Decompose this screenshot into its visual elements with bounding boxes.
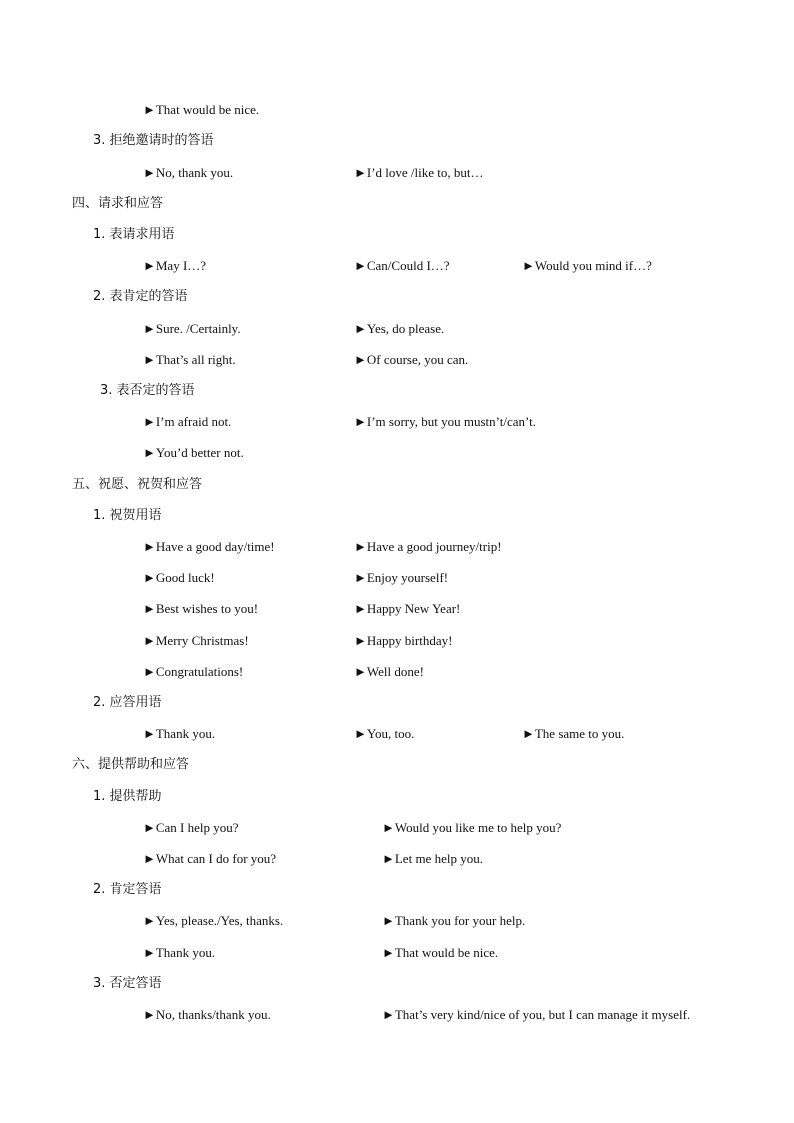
phrase-let-me-help-you: ►Let me help you. [382, 851, 483, 866]
phrase-yes-please-thanks: ►Yes, please./Yes, thanks. [143, 913, 284, 928]
phrase-id-love-to: ►I’d love /like to, but… [354, 165, 484, 180]
phrase-im-afraid-not: ►I’m afraid not. [143, 414, 232, 429]
phrase-have-a-good-journey: ►Have a good journey/trip! [354, 539, 502, 554]
phrase-would-you-like-me-to-help: ►Would you like me to help you? [382, 820, 562, 835]
phrase-happy-birthday: ►Happy birthday! [354, 633, 453, 648]
phrase-have-a-good-day: ►Have a good day/time! [143, 539, 275, 554]
phrase-no-thanks: ►No, thanks/thank you. [143, 1007, 271, 1022]
section-title-requests: 四、请求和应答 [72, 196, 164, 211]
phrase-what-can-i-do: ►What can I do for you? [143, 851, 277, 866]
phrase-thank-you-2: ►Thank you. [143, 945, 216, 960]
phrase-can-could-i: ►Can/Could I…? [354, 258, 450, 273]
subheading-congratulation-phrases: 1. 祝贺用语 [93, 508, 162, 523]
phrase-congratulations: ►Congratulations! [143, 664, 244, 679]
phrase-that-would-be-nice-2: ►That would be nice. [382, 945, 499, 960]
phrase-enjoy-yourself: ►Enjoy yourself! [354, 570, 449, 585]
subheading-affirmative-replies: 2. 表肯定的答语 [93, 289, 188, 304]
subheading-negative-answers: 3. 否定答语 [93, 976, 162, 991]
phrase-that-would-be-nice: ►That would be nice. [143, 102, 260, 117]
phrase-the-same-to-you: ►The same to you. [522, 726, 625, 741]
subheading-request-phrases: 1. 表请求用语 [93, 227, 175, 242]
subheading-offer-help: 1. 提供帮助 [93, 789, 162, 804]
phrase-may-i: ►May I…? [143, 258, 207, 273]
phrase-youd-better-not: ►You’d better not. [143, 445, 244, 460]
phrase-thats-all-right: ►That’s all right. [143, 352, 236, 367]
phrase-thats-very-kind: ►That’s very kind/nice of you, but I can manage it myself. [382, 1007, 691, 1022]
phrase-would-you-mind: ►Would you mind if…? [522, 258, 652, 273]
phrase-best-wishes: ►Best wishes to you! [143, 601, 259, 616]
phrase-thank-you: ►Thank you. [143, 726, 216, 741]
section-title-offering-help: 六、提供帮助和应答 [72, 757, 190, 772]
phrase-good-luck: ►Good luck! [143, 570, 215, 585]
phrase-well-done: ►Well done! [354, 664, 424, 679]
phrase-can-i-help-you: ►Can I help you? [143, 820, 239, 835]
phrase-happy-new-year: ►Happy New Year! [354, 601, 461, 616]
phrase-sure-certainly: ►Sure. /Certainly. [143, 321, 241, 336]
phrase-im-sorry-but: ►I’m sorry, but you mustn’t/can’t. [354, 414, 536, 429]
subheading-negative-replies: 3. 表否定的答语 [100, 383, 195, 398]
phrase-merry-christmas: ►Merry Christmas! [143, 633, 249, 648]
subheading-response-phrases: 2. 应答用语 [93, 695, 162, 710]
section-title-wishes: 五、祝愿、祝贺和应答 [72, 477, 203, 492]
phrase-of-course-you-can: ►Of course, you can. [354, 352, 469, 367]
phrase-no-thank-you: ►No, thank you. [143, 165, 234, 180]
subheading-refuse-invitation: 3. 拒绝邀请时的答语 [93, 133, 214, 148]
subheading-affirmative-answers: 2. 肯定答语 [93, 882, 162, 897]
phrase-yes-do-please: ►Yes, do please. [354, 321, 445, 336]
phrase-you-too: ►You, too. [354, 726, 415, 741]
phrase-thank-you-for-your-help: ►Thank you for your help. [382, 913, 526, 928]
